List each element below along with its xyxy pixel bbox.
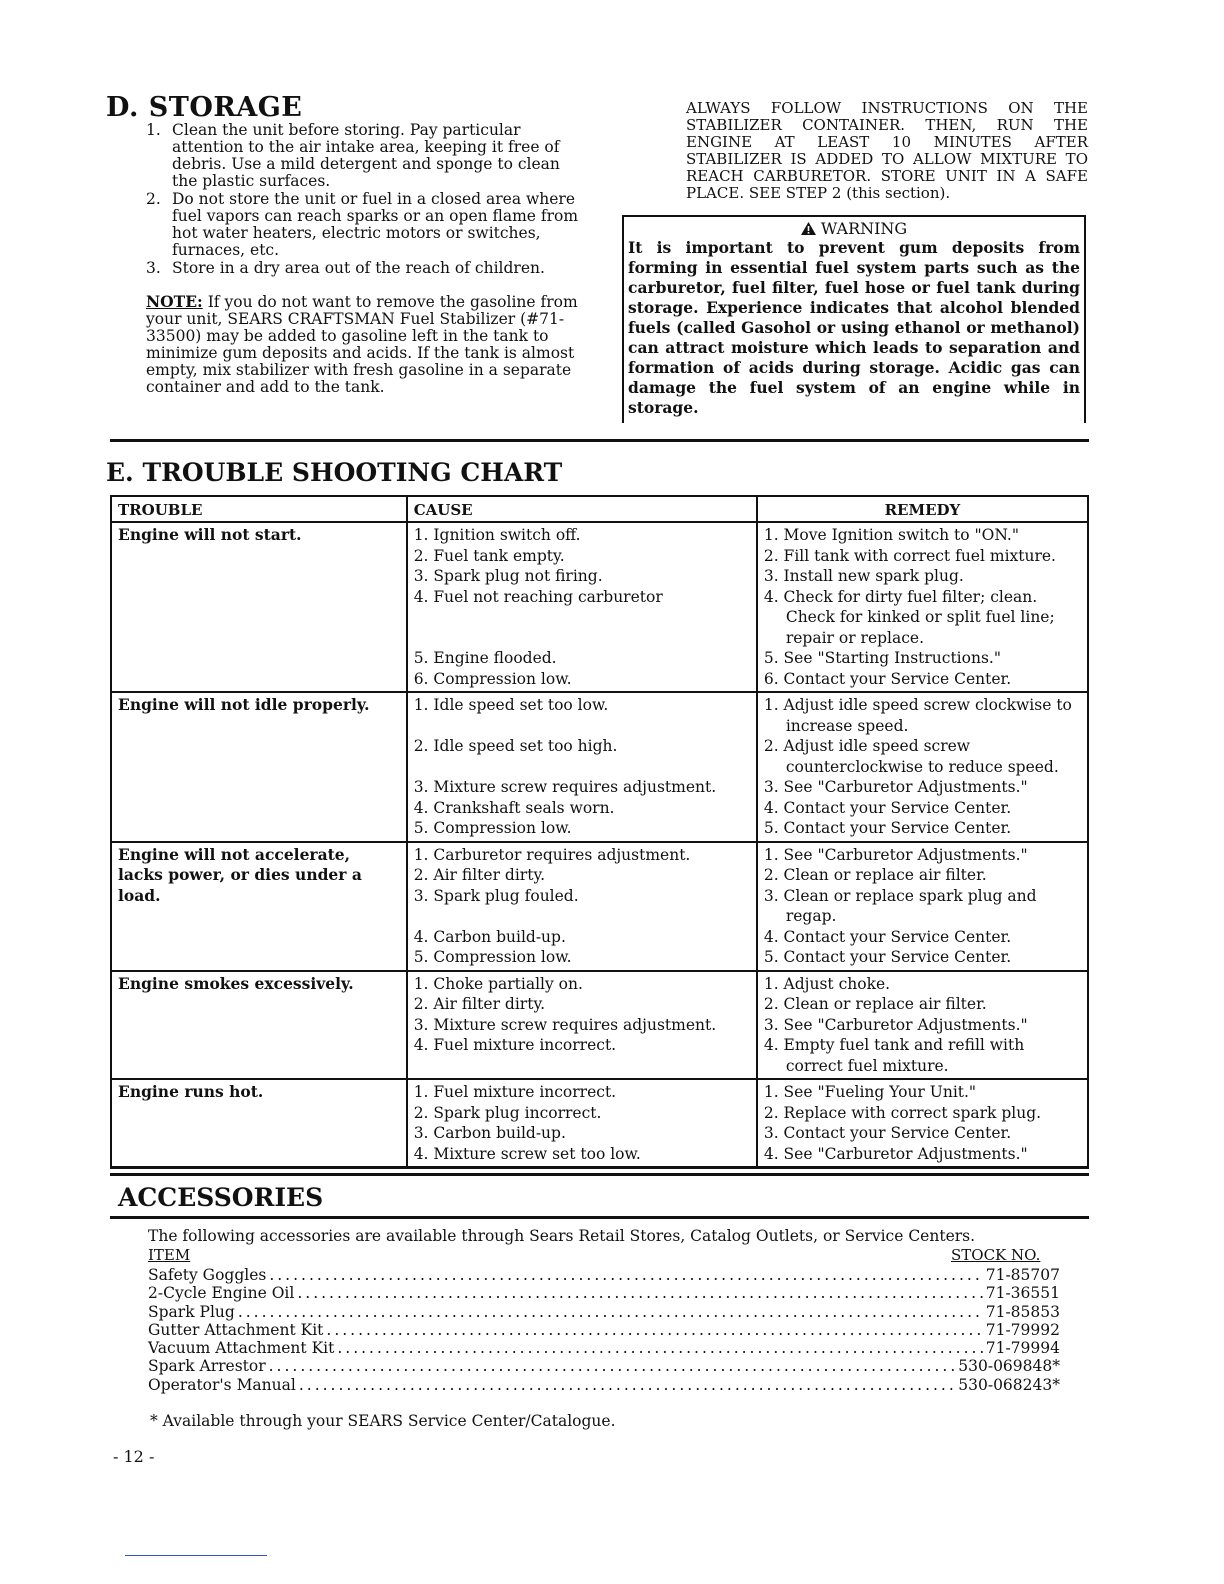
accessory-name: Spark Arrestor bbox=[148, 1357, 266, 1376]
list-item bbox=[148, 1321, 1060, 1339]
cause-item: 2. Air filter dirty. bbox=[413, 866, 546, 884]
accessory-stock-number: 530-069848* bbox=[958, 1357, 1060, 1376]
storage-steps-list bbox=[146, 122, 586, 278]
cause-cell bbox=[407, 1079, 757, 1167]
trouble-cell: Engine runs hot. bbox=[111, 1079, 407, 1167]
remedy-item: 2. Fill tank with correct fuel mixture. bbox=[763, 546, 1056, 565]
accessory-stock-number: 71-36551 bbox=[985, 1284, 1060, 1303]
remedy-item: 1. See "Fueling Your Unit." bbox=[763, 1083, 977, 1101]
cause-cell bbox=[407, 842, 757, 971]
section-divider bbox=[110, 439, 1089, 442]
note-text: If you do not want to remove the gasoline from your unit, SEARS CRAFTSMAN Fuel Stabilizer (#71-33500) may be added to gasoline left in the tank to minimize gum deposits and acids. If the tank is almost empty, mix stabilizer with fresh gasoline in a separate container and add to the tank. bbox=[146, 293, 578, 396]
warning-body: It is important to prevent gum deposits from forming in essential fuel system parts such as the carburetor, fuel filter, fuel hose or fuel tank during storage. Experience indicates that alcohol blended fuels (called Gasohol or using ethanol or methanol) can attract moisture which leads to separation and formation of acids during storage. Acidic gas can damage the fuel system of an engine while in storage. bbox=[628, 238, 1080, 417]
cause-item: 3. Mixture screw requires adjustment. bbox=[413, 1015, 717, 1034]
remedy-item: 4. Contact your Service Center. bbox=[763, 798, 1012, 817]
dot-leader bbox=[326, 1321, 982, 1339]
trouble-cell: Engine will not idle properly. bbox=[111, 692, 407, 842]
remedy-cell bbox=[757, 522, 1088, 692]
remedy-item: 1. Adjust idle speed screw clockwise to increase speed. bbox=[763, 696, 1072, 735]
list-item bbox=[148, 1284, 1060, 1302]
header-trouble: TROUBLE bbox=[111, 496, 407, 522]
table-row bbox=[111, 1079, 1088, 1167]
remedy-item: 3. Clean or replace spark plug and regap. bbox=[763, 886, 1037, 925]
cause-item: 2. Idle speed set too high. bbox=[413, 737, 618, 755]
cause-item: 1. Carburetor requires adjustment. bbox=[413, 845, 691, 864]
dot-leader bbox=[297, 1284, 982, 1302]
warning-box bbox=[622, 215, 1086, 423]
remedy-item: 1. Adjust choke. bbox=[763, 974, 891, 993]
remedy-item: 6. Contact your Service Center. bbox=[763, 669, 1012, 688]
remedy-item: 4. Contact your Service Center. bbox=[763, 927, 1012, 946]
cause-item: 3. Spark plug not firing. bbox=[413, 567, 603, 585]
accessory-name: Gutter Attachment Kit bbox=[148, 1320, 324, 1339]
list-item bbox=[148, 1266, 1060, 1284]
cause-item: 3. Mixture screw requires adjustment. bbox=[413, 778, 717, 796]
cause-item: 2. Spark plug incorrect. bbox=[413, 1103, 602, 1122]
cause-item: 4. Crankshaft seals worn. bbox=[413, 798, 615, 817]
remedy-cell bbox=[757, 971, 1088, 1080]
cause-item: 1. Fuel mixture incorrect. bbox=[413, 1083, 617, 1101]
step-text: Store in a dry area out of the reach of children. bbox=[172, 259, 545, 277]
accessory-name: Vacuum Attachment Kit bbox=[148, 1339, 335, 1358]
table-row bbox=[111, 971, 1088, 1080]
list-item bbox=[148, 1376, 1060, 1394]
bottom-line bbox=[125, 1555, 267, 1556]
accessories-heading: ACCESSORIES bbox=[118, 1183, 324, 1212]
remedy-cell bbox=[757, 842, 1088, 971]
cause-item: 2. Fuel tank empty. bbox=[413, 546, 565, 565]
trouble-shooting-table bbox=[110, 495, 1089, 1168]
remedy-cell bbox=[757, 1079, 1088, 1167]
remedy-cell bbox=[757, 692, 1088, 842]
step-number: 1. bbox=[146, 121, 161, 139]
list-item bbox=[148, 1339, 1060, 1357]
section-divider bbox=[110, 1166, 1089, 1169]
section-divider bbox=[110, 1216, 1089, 1219]
accessory-name: Spark Plug bbox=[148, 1302, 235, 1321]
list-item bbox=[148, 1303, 1060, 1321]
remedy-item: 2. Clean or replace air filter. bbox=[763, 995, 987, 1013]
table-row bbox=[111, 842, 1088, 971]
trouble-heading: E. TROUBLE SHOOTING CHART bbox=[106, 458, 563, 487]
accessories-list bbox=[148, 1266, 1060, 1394]
cause-item bbox=[414, 757, 750, 778]
cause-item: 5. Engine flooded. bbox=[413, 649, 557, 667]
cause-item: 1. Ignition switch off. bbox=[413, 526, 581, 544]
dot-leader bbox=[337, 1339, 982, 1357]
step-text: Clean the unit before storing. Pay particular attention to the air intake area, keeping it free of debris. Use a mild detergent and sponge to clean the plastic surfaces. bbox=[172, 121, 560, 190]
storage-step bbox=[146, 191, 586, 259]
cause-item bbox=[414, 628, 750, 649]
table-header-row bbox=[111, 496, 1088, 522]
cause-item: 1. Choke partially on. bbox=[413, 974, 583, 993]
list-item bbox=[148, 1357, 1060, 1375]
accessory-stock-number: 71-85853 bbox=[985, 1302, 1060, 1321]
section-divider bbox=[110, 1173, 1089, 1176]
trouble-cell: Engine smokes excessively. bbox=[111, 971, 407, 1080]
warning-triangle-icon bbox=[801, 219, 821, 238]
cause-item: 4. Fuel mixture incorrect. bbox=[413, 1036, 617, 1054]
remedy-item: 2. Adjust idle speed screw counterclockwise to reduce speed. bbox=[763, 737, 1059, 776]
step-number: 3. bbox=[146, 259, 161, 277]
remedy-item: 3. See "Carburetor Adjustments." bbox=[763, 1015, 1028, 1034]
storage-note bbox=[146, 293, 586, 396]
remedy-item: 3. See "Carburetor Adjustments." bbox=[763, 778, 1028, 796]
header-cause: CAUSE bbox=[407, 496, 757, 522]
remedy-item: 5. See "Starting Instructions." bbox=[763, 649, 1001, 667]
cause-item: 5. Compression low. bbox=[413, 819, 572, 837]
dot-leader bbox=[299, 1376, 955, 1394]
header-remedy: REMEDY bbox=[757, 496, 1088, 522]
remedy-item: 5. Contact your Service Center. bbox=[763, 819, 1012, 837]
cause-item bbox=[414, 906, 750, 927]
cause-item: 3. Carbon build-up. bbox=[413, 1124, 566, 1142]
accessories-item-header: ITEM bbox=[148, 1246, 191, 1264]
remedy-item: 4. See "Carburetor Adjustments." bbox=[763, 1144, 1028, 1163]
remedy-item: 2. Clean or replace air filter. bbox=[763, 866, 987, 884]
remedy-item: 1. See "Carburetor Adjustments." bbox=[763, 845, 1028, 864]
accessory-name: 2-Cycle Engine Oil bbox=[148, 1284, 295, 1303]
trouble-cell: Engine will not start. bbox=[111, 522, 407, 692]
step-number: 2. bbox=[146, 190, 161, 208]
page-number: - 12 - bbox=[113, 1447, 155, 1466]
storage-step bbox=[146, 122, 586, 190]
cause-item: 1. Idle speed set too low. bbox=[413, 696, 609, 714]
dot-leader bbox=[238, 1303, 983, 1321]
remedy-item: 4. Empty fuel tank and refill with correct fuel mixture. bbox=[763, 1036, 1025, 1075]
warning-title-text: WARNING bbox=[820, 219, 908, 238]
accessories-stock-header: STOCK NO. bbox=[951, 1246, 1041, 1264]
cause-item bbox=[414, 716, 750, 737]
step-text: Do not store the unit or fuel in a closed area where fuel vapors can reach sparks or an open flame from hot water heaters, electric motors or switches, furnaces, etc. bbox=[172, 190, 579, 259]
dot-leader bbox=[269, 1357, 956, 1375]
stabilizer-instructions: ALWAYS FOLLOW INSTRUCTIONS ON THE STABILIZER CONTAINER. THEN, RUN THE ENGINE AT LEAST 10 MINUTES AFTER STABILIZER IS ADDED TO ALLOW MIXTURE TO REACH CARBURETOR. STORE UNIT IN A SAFE PLACE. SEE STEP 2 (this section). bbox=[686, 99, 1088, 202]
cause-item: 4. Fuel not reaching carburetor bbox=[413, 587, 663, 606]
cause-item: 6. Compression low. bbox=[413, 669, 572, 688]
accessories-intro: The following accessories are available through Sears Retail Stores, Catalog Outlets, or Service Centers. bbox=[148, 1227, 976, 1245]
remedy-item: 5. Contact your Service Center. bbox=[763, 948, 1012, 966]
remedy-item: 3. Install new spark plug. bbox=[763, 567, 964, 585]
note-label: NOTE: bbox=[146, 292, 203, 311]
accessory-stock-number: 71-79992 bbox=[985, 1320, 1060, 1339]
warning-title bbox=[624, 219, 1084, 238]
accessory-name: Safety Goggles bbox=[148, 1266, 267, 1284]
trouble-cell: Engine will not accelerate, lacks power, or dies under a load. bbox=[111, 842, 407, 971]
cause-item: 4. Carbon build-up. bbox=[413, 927, 566, 946]
cause-item: 3. Spark plug fouled. bbox=[413, 886, 579, 905]
table-row bbox=[111, 522, 1088, 692]
cause-item bbox=[414, 607, 750, 628]
accessories-footnote: * Available through your SEARS Service Center/Catalogue. bbox=[150, 1412, 616, 1430]
cause-cell bbox=[407, 971, 757, 1080]
remedy-item: 2. Replace with correct spark plug. bbox=[763, 1103, 1042, 1122]
remedy-item: 3. Contact your Service Center. bbox=[763, 1124, 1012, 1142]
accessory-stock-number: 71-79994 bbox=[985, 1339, 1060, 1358]
cause-cell bbox=[407, 522, 757, 692]
remedy-item: 4. Check for dirty fuel filter; clean. Check for kinked or split fuel line; repair or replace. bbox=[763, 587, 1055, 647]
dot-leader bbox=[269, 1266, 982, 1284]
storage-step bbox=[146, 260, 586, 277]
cause-cell bbox=[407, 692, 757, 842]
accessory-stock-number: 71-85707 bbox=[985, 1266, 1060, 1284]
accessory-name: Operator's Manual bbox=[148, 1375, 296, 1394]
table-row bbox=[111, 692, 1088, 842]
cause-item: 2. Air filter dirty. bbox=[413, 995, 546, 1013]
cause-item: 4. Mixture screw set too low. bbox=[413, 1144, 641, 1163]
cause-item: 5. Compression low. bbox=[413, 948, 572, 966]
remedy-item: 1. Move Ignition switch to "ON." bbox=[763, 526, 1019, 544]
accessory-stock-number: 530-068243* bbox=[958, 1375, 1060, 1394]
storage-heading: D. STORAGE bbox=[106, 92, 303, 123]
